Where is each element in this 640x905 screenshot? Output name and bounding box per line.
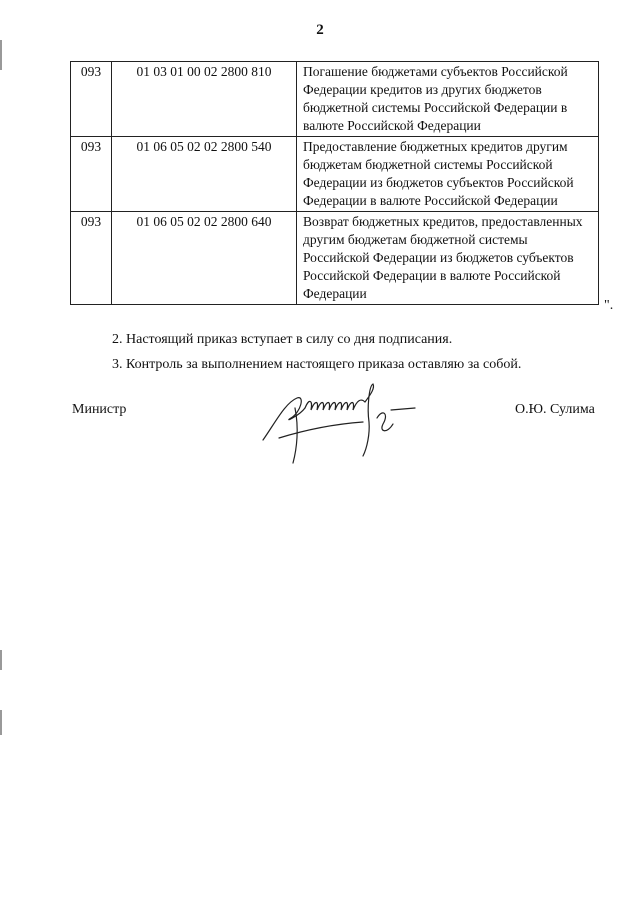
budget-code-cell: 01 03 01 00 02 2800 810: [112, 62, 297, 137]
signer-name: О.Ю. Сулима: [515, 402, 595, 417]
table-row: [71, 137, 599, 212]
admin-code-cell: 093: [71, 137, 112, 212]
description-cell: Погашение бюджетами субъектов Российской Федерации кредитов из других бюджетов бюджетной системы Российской Федерации в валюте Российской Федерации: [297, 62, 599, 137]
table-row: [71, 212, 599, 305]
description-cell: Возврат бюджетных кредитов, предоставленных другим бюджетам бюджетной системы Российской Федерации из бюджетов субъектов Российской Федерации в валюте Российской Федерации: [297, 212, 599, 305]
admin-code-cell: 093: [71, 212, 112, 305]
scan-edge-mark: [0, 710, 2, 735]
page-number: 2: [316, 22, 324, 38]
budget-code-cell: 01 06 05 02 02 2800 640: [112, 212, 297, 305]
signature-icon: [255, 378, 425, 468]
budget-codes-table: [70, 61, 599, 305]
signer-title: Министр: [72, 402, 127, 417]
budget-code-cell: 01 06 05 02 02 2800 540: [112, 137, 297, 212]
description-cell: Предоставление бюджетных кредитов другим бюджетам бюджетной системы Российской Федерации из бюджетов субъектов Российской Федерации в валюте Российской Федерации: [297, 137, 599, 212]
table-row: [71, 62, 599, 137]
admin-code-cell: 093: [71, 62, 112, 137]
scan-edge-mark: [0, 40, 2, 70]
closing-quote: ".: [604, 298, 614, 313]
scan-edge-mark: [0, 650, 2, 670]
paragraph-effective-date: 2. Настоящий приказ вступает в силу со дня подписания.: [112, 332, 453, 347]
paragraph-control: 3. Контроль за выполнением настоящего приказа оставляю за собой.: [112, 357, 522, 372]
